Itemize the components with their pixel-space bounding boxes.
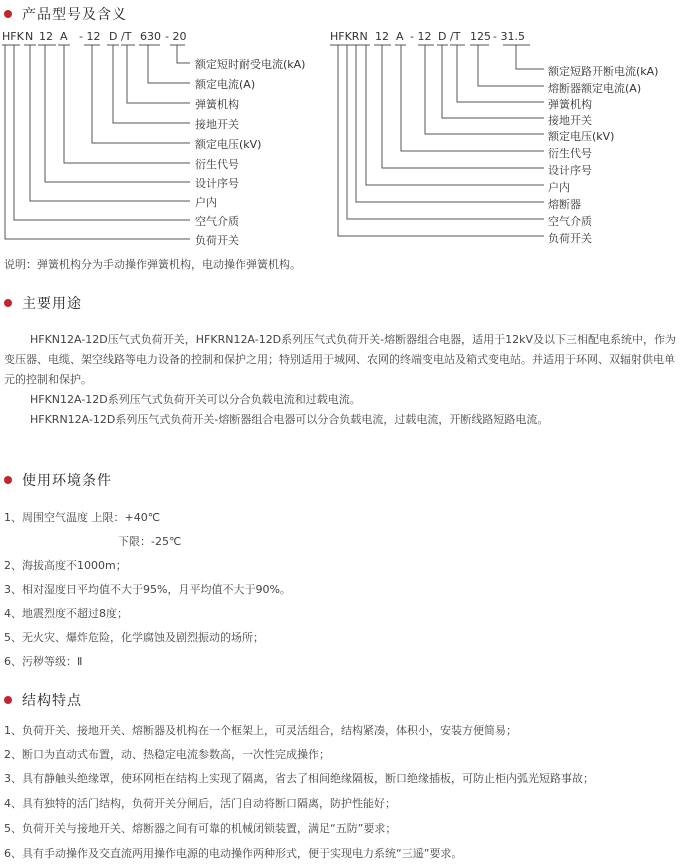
code-label: 额定电流(A) bbox=[195, 78, 256, 91]
code-label: 额定电压(kV) bbox=[548, 130, 615, 143]
code-label: 空气介质 bbox=[548, 215, 592, 228]
structure-item: 5、负荷开关与接地开关、熔断器之间有可靠的机械闭锁装置，满足“五防”要求； bbox=[4, 822, 397, 835]
env-item: 6、污秽等级：Ⅱ bbox=[4, 655, 83, 668]
code-part: 125 bbox=[470, 30, 491, 43]
section-title: 使用环境条件 bbox=[22, 473, 112, 489]
code-label: 额定电压(kV) bbox=[195, 138, 262, 151]
code-label: 设计序号 bbox=[195, 177, 239, 190]
code-label: 空气介质 bbox=[195, 215, 239, 228]
bullet-dot-icon bbox=[4, 696, 12, 704]
env-item: 5、无火灾、爆炸危险，化学腐蚀及剧烈振动的场所； bbox=[4, 631, 264, 644]
code-part: /T bbox=[121, 30, 132, 43]
structure-item: 1、负荷开关、接地开关、熔断器及机构在一个框架上，可灵活组合，结构紧凑，体积小，安装方便简易； bbox=[4, 724, 517, 737]
usage-paragraphs bbox=[4, 330, 682, 430]
note-text: 说明：弹簧机构分为手动操作弹簧机构，电动操作弹簧机构。 bbox=[4, 258, 301, 271]
env-item: 1、周围空气温度 上限：+40℃ bbox=[4, 511, 161, 524]
code-part: A bbox=[60, 30, 68, 43]
code-label: 弹簧机构 bbox=[195, 98, 239, 111]
code-part: - 12 bbox=[79, 30, 101, 43]
code-label: 接地开关 bbox=[548, 114, 592, 127]
section-title: 产品型号及含义 bbox=[22, 7, 127, 23]
code-part: - 20 bbox=[165, 30, 187, 43]
code-part: D bbox=[438, 30, 447, 43]
code-label: 熔断器额定电流(A) bbox=[548, 82, 642, 95]
code-part: - 12 bbox=[410, 30, 432, 43]
code-part: 12 bbox=[375, 30, 389, 43]
code-part: HFKRN bbox=[330, 30, 368, 43]
code-label: 负荷开关 bbox=[195, 234, 239, 247]
env-item: 4、地震烈度不超过8度； bbox=[4, 607, 128, 620]
bullet-dot-icon bbox=[4, 476, 12, 484]
section-title: 主要用途 bbox=[22, 296, 82, 312]
code-label: 户内 bbox=[548, 181, 570, 194]
usage-paragraph: HFKRN12A-12D系列压气式负荷开关-熔断器组合电器可以分合负载电流，过载电流，开断线路短路电流。 bbox=[30, 413, 549, 426]
code-label: 户内 bbox=[195, 196, 217, 209]
code-part: - 31.5 bbox=[493, 30, 525, 43]
structure-item: 4、具有独特的活门结构，负荷开关分闸后，活门自动将断口隔离，防护性能好； bbox=[4, 797, 396, 810]
bullet-dot-icon bbox=[4, 299, 12, 307]
code-part: 12 bbox=[39, 30, 53, 43]
env-item: 下限：-25℃ bbox=[118, 535, 182, 548]
section-header-usage bbox=[4, 293, 82, 313]
model-code-diagram bbox=[0, 0, 685, 260]
code-label: 衍生代号 bbox=[195, 158, 239, 171]
section-header-structure bbox=[4, 690, 82, 710]
code-label: 额定短时耐受电流(kA) bbox=[195, 58, 306, 71]
section-header-env bbox=[4, 470, 112, 490]
code-label: 负荷开关 bbox=[548, 232, 592, 245]
code-label: 熔断器 bbox=[548, 198, 581, 211]
usage-paragraph: HFKN12A-12D系列压气式负荷开关可以分合负载电流和过载电流。 bbox=[30, 393, 361, 406]
code-part: A bbox=[396, 30, 404, 43]
code-part: /T bbox=[450, 30, 461, 43]
code-label: 弹簧机构 bbox=[548, 98, 592, 111]
code-label: 额定短路开断电流(kA) bbox=[548, 65, 659, 78]
code-part: HFK bbox=[2, 30, 24, 43]
code-part: 630 bbox=[140, 30, 161, 43]
structure-item: 3、具有静触头绝缘罩，使环网柜在结构上实现了隔离，省去了相间绝缘隔板，断口绝缘插板，可防止柜内弧光短路事故； bbox=[4, 772, 594, 785]
structure-item: 2、断口为直动式布置，动、热稳定电流参数高，一次性完成操作； bbox=[4, 748, 330, 761]
code-label: 设计序号 bbox=[548, 164, 592, 177]
section-title: 结构特点 bbox=[22, 693, 82, 709]
code-part: N bbox=[25, 30, 34, 43]
code-label: 接地开关 bbox=[195, 118, 239, 131]
code-part: D bbox=[109, 30, 118, 43]
usage-paragraph: HFKN12A-12D压气式负荷开关，HFKRN12A-12D系列压气式负荷开关-熔断器组合电器，适用于12kV及以下三相配电系统中，作为变压器、电缆、架空线路等电力设备的控制和保护之用；特别适用于城网、农网的终端变电站及箱式变电站。并适用于环网、双辐射供电单元的控制和保护。 bbox=[4, 333, 677, 386]
structure-item: 6、具有手动操作及交直流两用操作电源的电动操作两种形式，便于实现电力系统“三遥”要求。 bbox=[4, 847, 463, 860]
env-item: 2、海拔高度不1000m； bbox=[4, 559, 127, 572]
env-item: 3、相对湿度日平均值不大于95%，月平均值不大于90%。 bbox=[4, 583, 291, 596]
code-label: 衍生代号 bbox=[548, 147, 592, 160]
